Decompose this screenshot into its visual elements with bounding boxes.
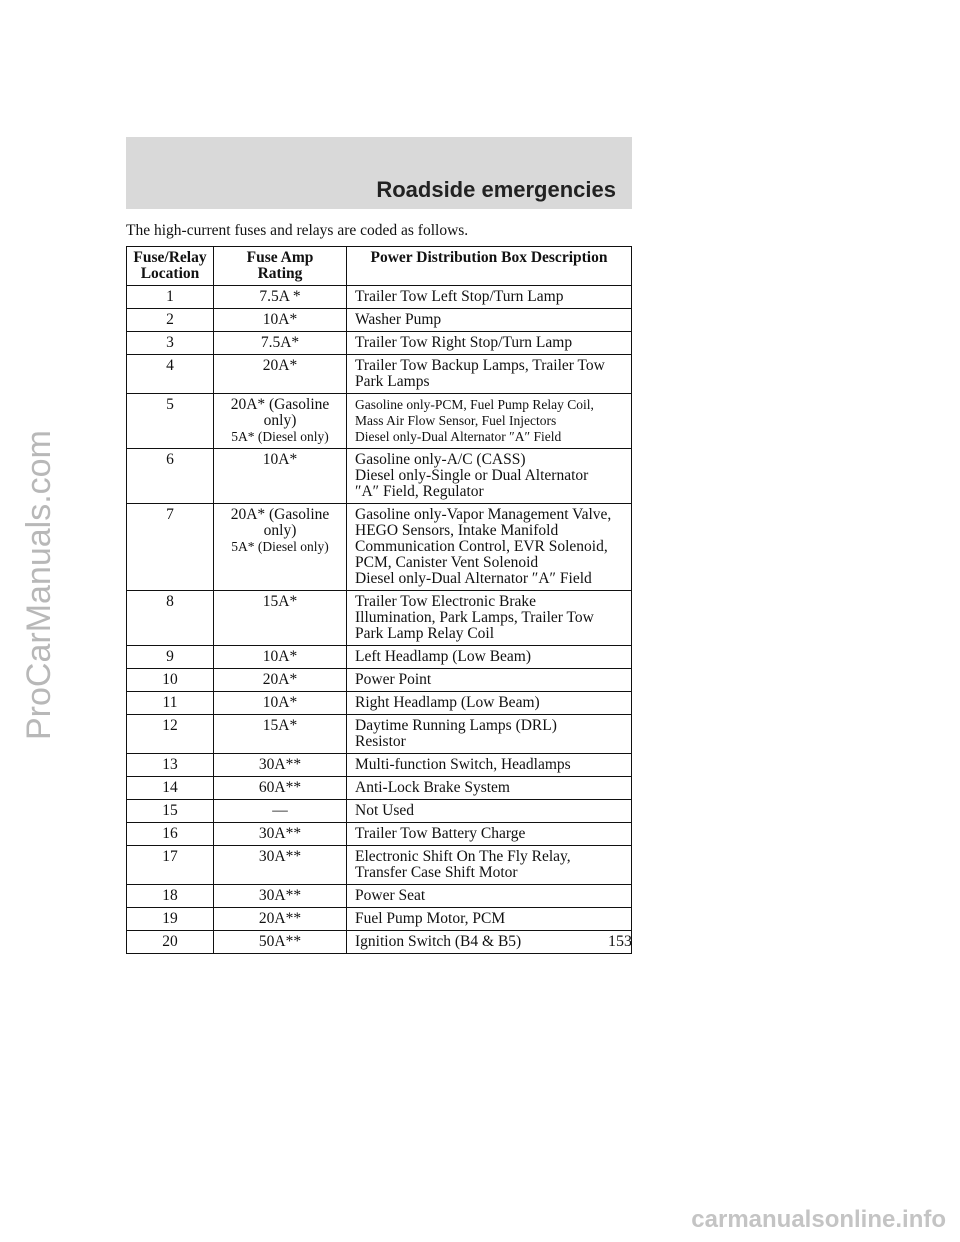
description-line: Gasoline only-PCM, Fuel Pump Relay Coil, [355,397,594,412]
fuse-table-body [127,286,632,954]
cell-location: 13 [127,754,214,777]
cell-rating [214,449,347,504]
table-row [127,908,632,931]
description-line: Trailer Tow Left Stop/Turn Lamp [355,288,564,305]
rating-line: 30A** [258,848,302,865]
table-row [127,885,632,908]
bottom-watermark: carmanualsonline.info [691,1206,946,1233]
description-line: Electronic Shift On The Fly Relay, [355,848,571,865]
description-line: Trailer Tow Backup Lamps, Trailer Tow [355,357,605,374]
description-line: Resistor [355,733,406,750]
cell-rating [214,931,347,954]
description-line: ″A″ Field, Regulator [355,483,484,500]
table-row [127,355,632,394]
cell-location: 12 [127,715,214,754]
table-row [127,286,632,309]
description-line: Diesel only-Dual Alternator ″A″ Field [355,429,562,444]
rating-line: 7.5A* [260,334,300,351]
header-description: Power Distribution Box Description [347,247,632,286]
rating-line: 20A* (Gasoline [230,506,330,523]
cell-rating [214,777,347,800]
description-line: Power Seat [355,887,426,904]
cell-location: 14 [127,777,214,800]
rating-line: 20A* [262,671,298,688]
cell-location: 11 [127,692,214,715]
description-line: Not Used [355,802,414,819]
cell-description [347,715,632,754]
table-row [127,646,632,669]
rating-line: 30A** [258,887,302,904]
cell-rating [214,908,347,931]
description-line: Diesel only-Single or Dual Alternator [355,467,589,484]
rating-line: 15A* [262,593,298,610]
cell-description [347,669,632,692]
description-line: Washer Pump [355,311,442,328]
rating-line: 10A* [262,694,298,711]
rating-line: only) [263,412,297,429]
cell-rating [214,591,347,646]
description-line: Transfer Case Shift Motor [355,864,518,881]
description-line: HEGO Sensors, Intake Manifold [355,522,559,539]
rating-line: 20A** [258,910,302,927]
description-line: Park Lamp Relay Coil [355,625,495,642]
table-row [127,715,632,754]
table-row [127,449,632,504]
description-line: Anti-Lock Brake System [355,779,510,796]
header-rating-line: Rating [257,265,303,282]
rating-line: 30A** [258,825,302,842]
table-row [127,309,632,332]
cell-description [347,885,632,908]
rating-line: — [272,802,288,819]
cell-description [347,692,632,715]
cell-location: 16 [127,823,214,846]
cell-description [347,646,632,669]
rating-line: 60A** [258,779,302,796]
description-line: Daytime Running Lamps (DRL) [355,717,557,734]
table-row [127,394,632,449]
rating-line: 5A* (Diesel only) [231,539,329,554]
rating-line: 7.5A * [259,288,301,305]
cell-location: 15 [127,800,214,823]
cell-rating [214,885,347,908]
cell-location: 3 [127,332,214,355]
table-row [127,846,632,885]
cell-rating [214,355,347,394]
cell-location: 8 [127,591,214,646]
rating-line: 10A* [262,451,298,468]
cell-description [347,286,632,309]
rating-line: 20A* (Gasoline [230,396,330,413]
cell-description [347,449,632,504]
cell-description [347,846,632,885]
table-row [127,669,632,692]
cell-location: 17 [127,846,214,885]
description-line: Communication Control, EVR Solenoid, [355,538,608,555]
description-line: Ignition Switch (B4 & B5) [355,933,522,950]
header-location-line: Fuse/Relay [133,249,207,266]
cell-rating [214,846,347,885]
cell-location: 6 [127,449,214,504]
cell-location: 7 [127,504,214,591]
table-row [127,504,632,591]
page-number: 153 [608,933,632,950]
section-header-band [126,137,632,209]
description-line: Park Lamps [355,373,430,390]
cell-location: 5 [127,394,214,449]
header-rating-line: Fuse Amp [246,249,314,266]
cell-rating [214,504,347,591]
description-line: Power Point [355,671,432,688]
description-line: Trailer Tow Electronic Brake [355,593,536,610]
cell-rating [214,309,347,332]
description-line: Trailer Tow Battery Charge [355,825,526,842]
table-row [127,591,632,646]
cell-description [347,823,632,846]
cell-description [347,754,632,777]
cell-rating [214,332,347,355]
cell-location: 2 [127,309,214,332]
description-line: Mass Air Flow Sensor, Fuel Injectors [355,413,557,428]
description-line: Fuel Pump Motor, PCM [355,910,506,927]
table-row [127,800,632,823]
description-line: Diesel only-Dual Alternator ″A″ Field [355,570,592,587]
rating-line: 10A* [262,648,298,665]
cell-rating [214,692,347,715]
cell-rating [214,394,347,449]
cell-description [347,504,632,591]
cell-description [347,332,632,355]
cell-description [347,800,632,823]
description-line: Right Headlamp (Low Beam) [355,694,540,711]
cell-description [347,355,632,394]
description-line: Multi-function Switch, Headlamps [355,756,571,773]
cell-rating [214,669,347,692]
rating-line: 10A* [262,311,298,328]
cell-location: 18 [127,885,214,908]
cell-rating [214,754,347,777]
description-line: Trailer Tow Right Stop/Turn Lamp [355,334,573,351]
table-header-row [127,247,632,286]
header-rating [214,247,347,286]
rating-line: 15A* [262,717,298,734]
description-line: Gasoline only-A/C (CASS) [355,451,526,468]
description-line: Illumination, Park Lamps, Trailer Tow [355,609,594,626]
cell-rating [214,646,347,669]
description-line: PCM, Canister Vent Solenoid [355,554,539,571]
cell-location: 10 [127,669,214,692]
side-watermark: ProCarManuals.com [20,430,58,740]
cell-description [347,908,632,931]
rating-line: only) [263,522,297,539]
description-line: Gasoline only-Vapor Management Valve, [355,506,612,523]
cell-description [347,394,632,449]
cell-rating [214,800,347,823]
header-location-line: Location [140,265,200,282]
cell-description [347,591,632,646]
intro-text: The high-current fuses and relays are coded as follows. [126,222,469,239]
table-row [127,692,632,715]
cell-location: 1 [127,286,214,309]
header-location [127,247,214,286]
section-title: Roadside emergencies [376,177,616,202]
cell-rating [214,286,347,309]
table-row [127,754,632,777]
cell-location: 4 [127,355,214,394]
table-row [127,823,632,846]
rating-line: 5A* (Diesel only) [231,429,329,444]
table-row [127,931,632,954]
cell-location: 20 [127,931,214,954]
description-line: Left Headlamp (Low Beam) [355,648,532,665]
cell-location: 9 [127,646,214,669]
cell-rating [214,823,347,846]
fuse-table [126,246,632,954]
cell-description [347,309,632,332]
rating-line: 50A** [258,933,302,950]
rating-line: 30A** [258,756,302,773]
cell-location: 19 [127,908,214,931]
cell-rating [214,715,347,754]
rating-line: 20A* [262,357,298,374]
table-row [127,777,632,800]
cell-description [347,777,632,800]
table-row [127,332,632,355]
